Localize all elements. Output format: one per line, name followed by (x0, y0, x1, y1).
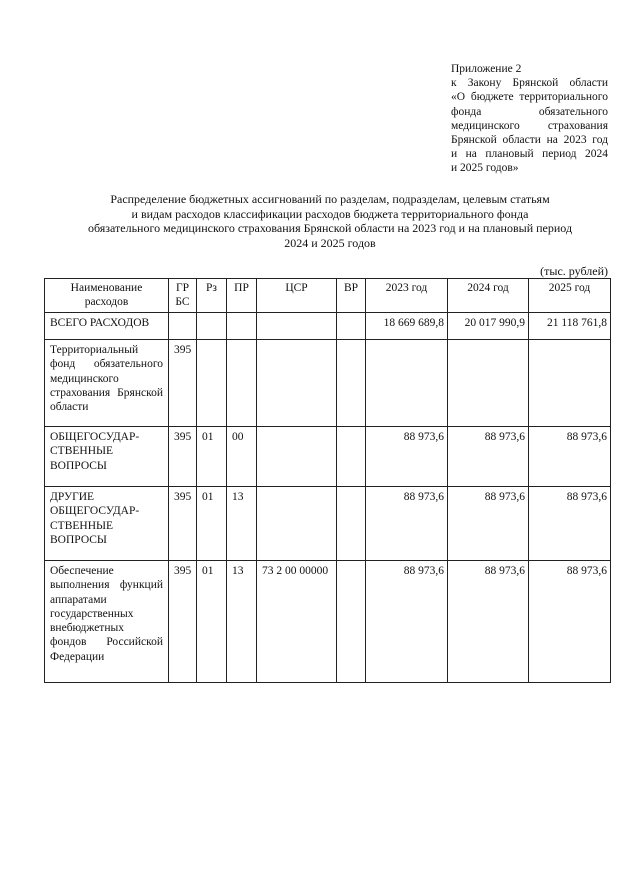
appendix-line: и на плановый период 2024 (451, 148, 608, 161)
row-pr: 13 (227, 561, 257, 683)
header-csr: ЦСР (257, 279, 337, 313)
appendix-line: «О бюджете территориального (451, 91, 608, 104)
row-rz: 01 (197, 561, 227, 683)
row-grbs: 395 (169, 561, 197, 683)
row-pr: 00 (227, 427, 257, 487)
table-row (45, 561, 611, 683)
row-rz (197, 340, 227, 427)
row-csr (257, 427, 337, 487)
appendix-line: и 2025 годов» (451, 162, 519, 175)
appendix-line: к Закону Брянской области (451, 77, 608, 90)
row-2023: 88 973,6 (366, 427, 448, 487)
appendix-line: Приложение 2 (451, 63, 522, 75)
row-pr (227, 313, 257, 340)
table-row-total (45, 313, 611, 340)
row-vr (337, 487, 366, 561)
row-2024 (448, 340, 529, 427)
row-2025: 88 973,6 (529, 427, 611, 487)
document-title (60, 192, 600, 250)
table-row (45, 487, 611, 561)
row-csr (257, 313, 337, 340)
header-2024: 2024 год (448, 279, 529, 313)
title-line: 2024 и 2025 годов (284, 235, 376, 250)
units-label: (тыс. рублей) (540, 264, 608, 278)
row-name: ОБЩЕГОСУДАР-СТВЕННЫЕ ВОПРОСЫ (45, 427, 169, 487)
title-line: Распределение бюджетных ассигнований по разделам, подразделам, целевым статьям (110, 192, 550, 206)
row-pr: 13 (227, 487, 257, 561)
table-row (45, 340, 611, 427)
row-vr (337, 340, 366, 427)
row-grbs: 395 (169, 427, 197, 487)
appendix-line: медицинского страхования (451, 119, 608, 132)
row-rz: 01 (197, 487, 227, 561)
row-name: Территориальный фонд обязательного медицинского страхования Брянской области (45, 340, 169, 427)
header-name: Наименование расходов (45, 279, 169, 313)
row-name: ВСЕГО РАСХОДОВ (45, 313, 169, 340)
appendix-line: фонда обязательного (451, 105, 608, 118)
header-rz: Рз (197, 279, 227, 313)
row-pr (227, 340, 257, 427)
row-vr (337, 561, 366, 683)
table-header-row (45, 279, 611, 313)
header-2025: 2025 год (529, 279, 611, 313)
row-csr: 73 2 00 00000 (257, 561, 337, 683)
row-2024: 88 973,6 (448, 561, 529, 683)
header-2023: 2023 год (366, 279, 448, 313)
row-rz: 01 (197, 427, 227, 487)
title-line: и видам расходов классификации расходов бюджета территориального фонда (131, 206, 529, 221)
row-csr (257, 487, 337, 561)
row-2024: 88 973,6 (448, 427, 529, 487)
appendix-note (451, 62, 608, 176)
row-2025 (529, 340, 611, 427)
row-grbs: 395 (169, 487, 197, 561)
row-grbs (169, 313, 197, 340)
header-pr: ПР (227, 279, 257, 313)
row-name: ДРУГИЕ ОБЩЕГОСУДАР-СТВЕННЫЕ ВОПРОСЫ (45, 487, 169, 561)
header-grbs: ГР БС (169, 279, 197, 313)
row-2023: 88 973,6 (366, 487, 448, 561)
row-rz (197, 313, 227, 340)
title-line: обязательного медицинского страхования Брянской области на 2023 год и на плановый период (87, 221, 573, 235)
budget-table (44, 278, 611, 683)
row-grbs: 395 (169, 340, 197, 427)
row-2025: 88 973,6 (529, 561, 611, 683)
table-row (45, 427, 611, 487)
row-2023: 18 669 689,8 (366, 313, 448, 340)
row-csr (257, 340, 337, 427)
row-2024: 88 973,6 (448, 487, 529, 561)
header-vr: ВР (337, 279, 366, 313)
row-vr (337, 313, 366, 340)
row-2023: 88 973,6 (366, 561, 448, 683)
appendix-line: Брянской области на 2023 год (451, 134, 608, 147)
row-2025: 21 118 761,8 (529, 313, 611, 340)
row-2024: 20 017 990,9 (448, 313, 529, 340)
row-vr (337, 427, 366, 487)
row-2025: 88 973,6 (529, 487, 611, 561)
row-2023 (366, 340, 448, 427)
row-name: Обеспечение выполнения функций аппаратами государственных внебюджетных фондов Российской Федерации (45, 561, 169, 683)
